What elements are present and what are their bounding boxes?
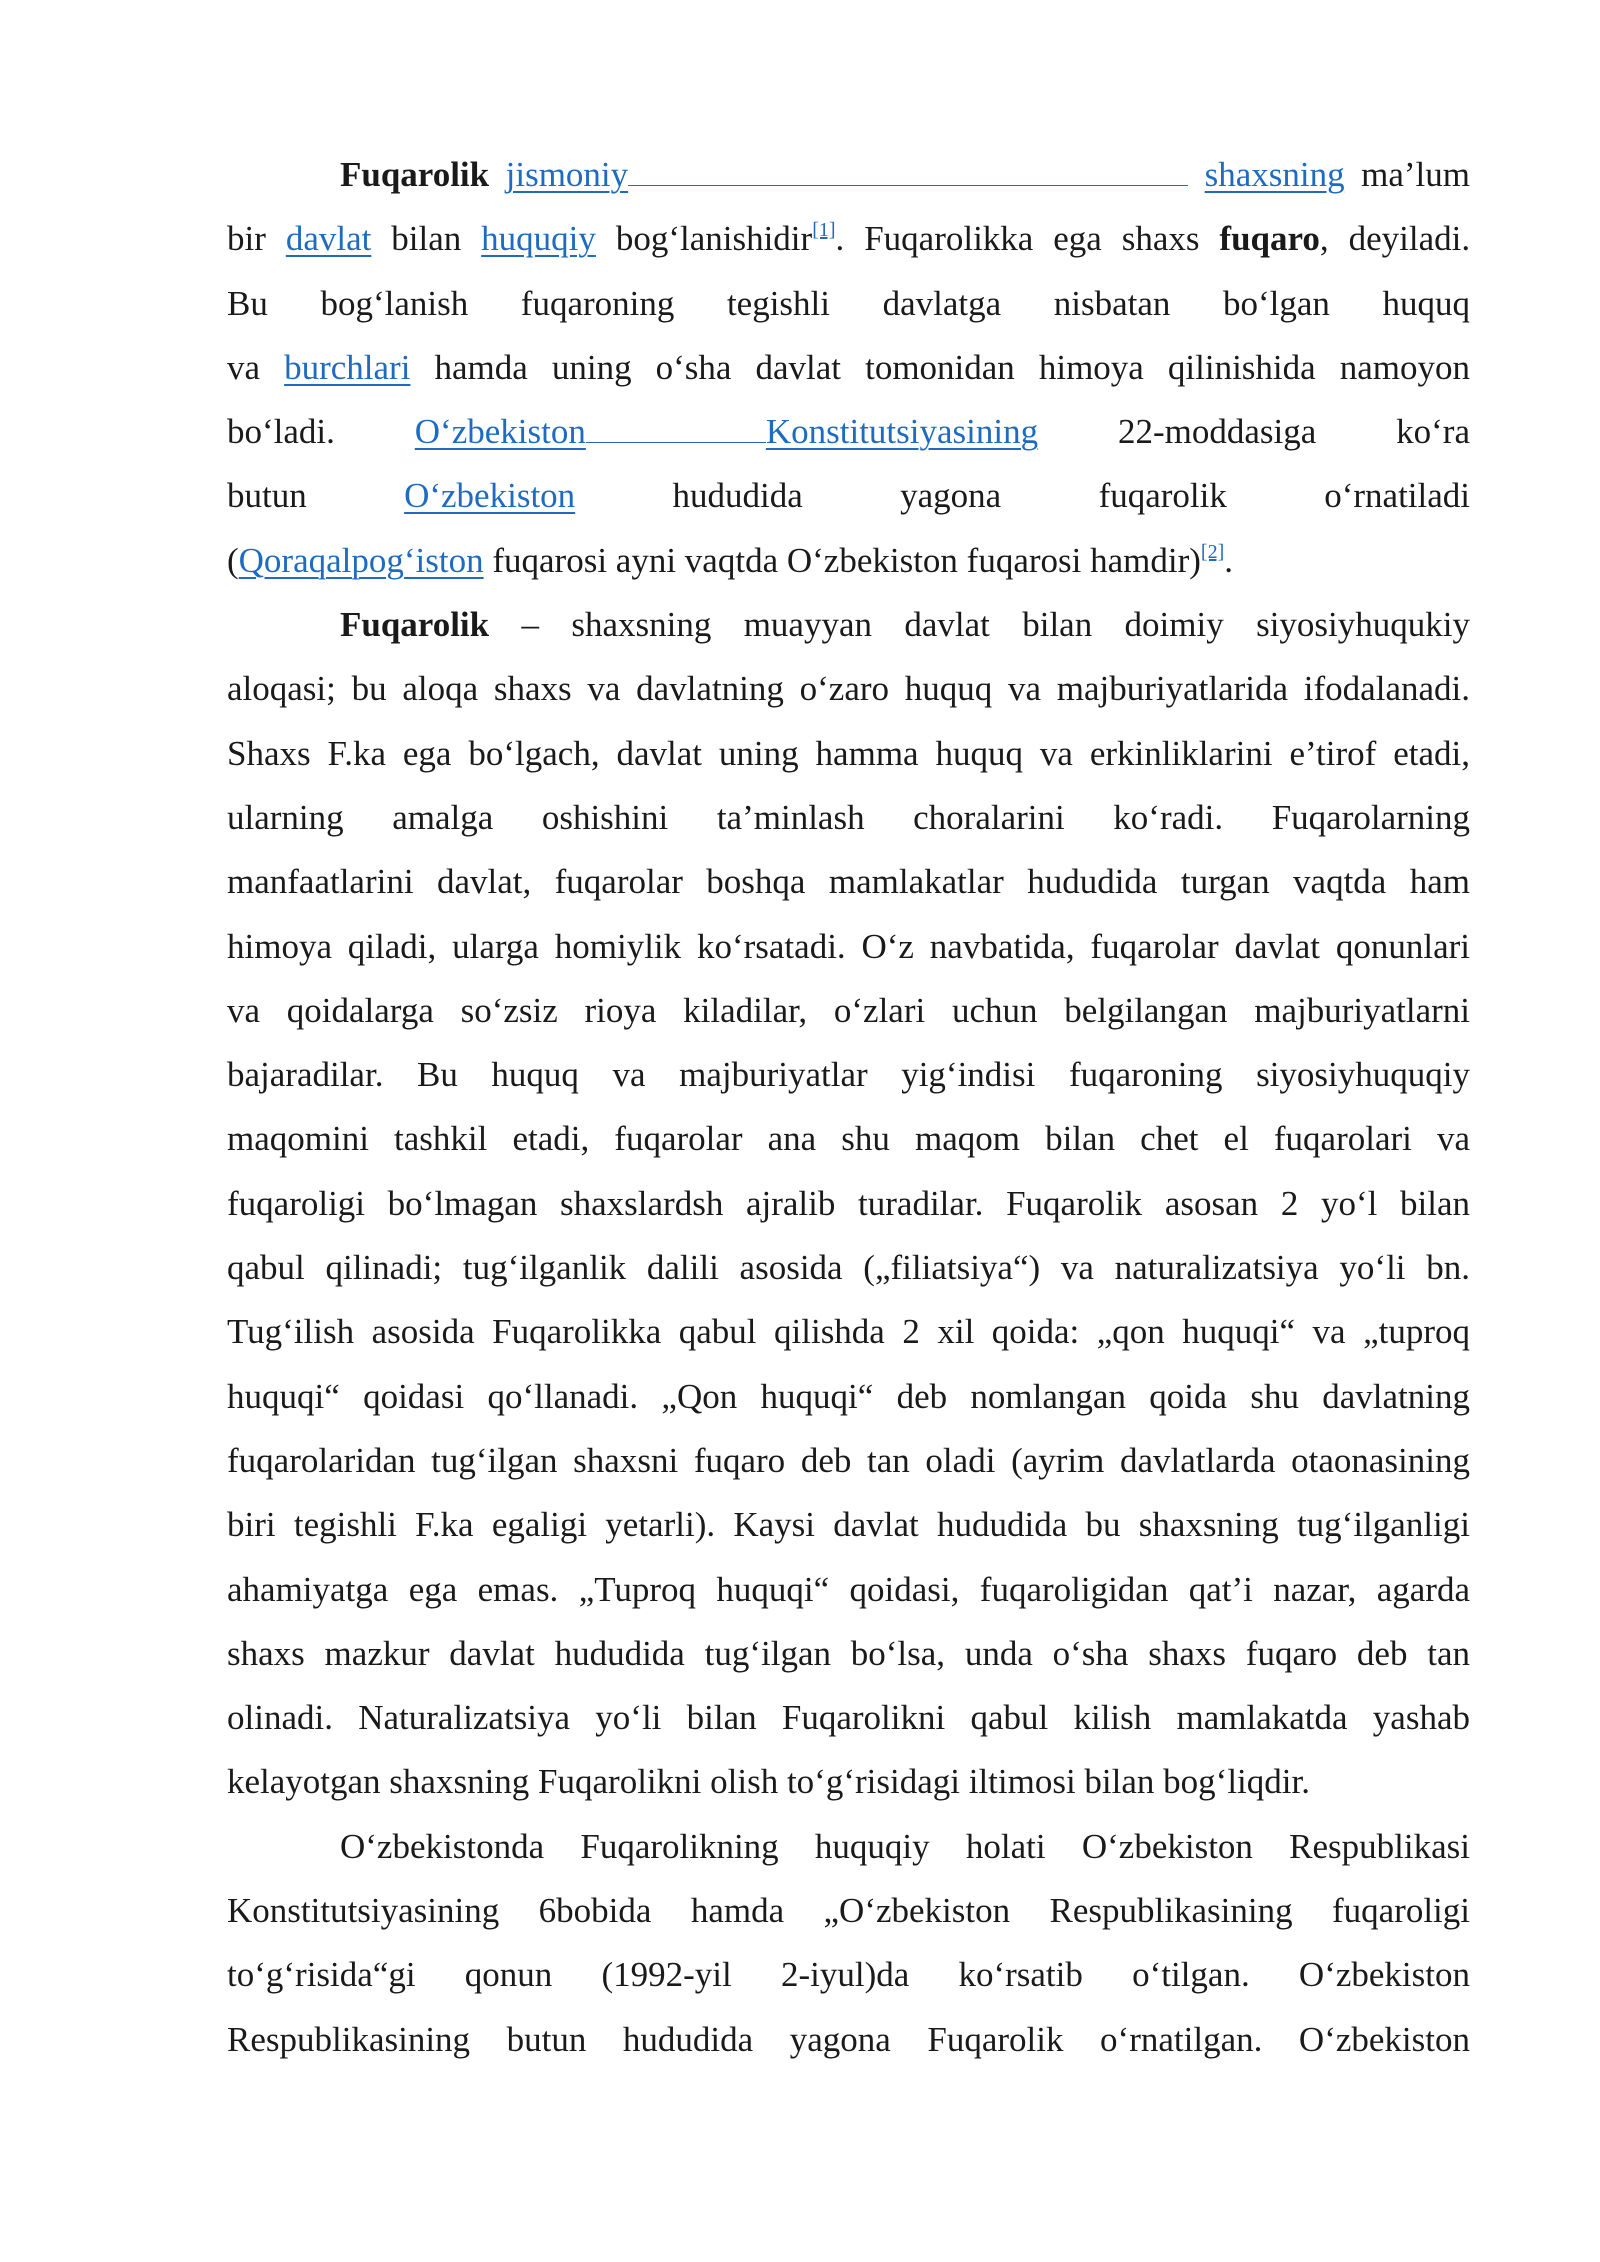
p2-line: biri tegishli F.ka egaligi yetarli). Kaysi davlat hududida bu shaxsning tug‘ilganligi bbox=[227, 1505, 1470, 1545]
p2-line: fuqarolaridan tug‘ilgan shaxsni fuqaro deb tan oladi (ayrim davlatlarda otaonasining bbox=[227, 1440, 1470, 1480]
p1-line-5 bbox=[227, 400, 1470, 464]
text: ko‘ra bbox=[1396, 412, 1470, 452]
text: . bbox=[1224, 540, 1233, 580]
p1-line-6 bbox=[227, 464, 1470, 528]
p1-line-2 bbox=[227, 207, 1470, 271]
term-fuqarolik: Fuqarolik bbox=[340, 155, 490, 194]
text: ( bbox=[227, 540, 239, 580]
text: bog‘lanishidir bbox=[615, 219, 813, 259]
text: . Fuqarolikka ega shaxs bbox=[835, 219, 1200, 259]
p2-line: himoya qiladi, ularga homiylik ko‘rsatadi. O‘z navbatida, fuqarolar davlat qonunlari bbox=[227, 926, 1470, 966]
footnote-link-1[interactable]: [1] bbox=[812, 219, 836, 242]
link-shaxsning[interactable]: shaxsning bbox=[1204, 155, 1345, 194]
text: ma’lum bbox=[1361, 155, 1470, 194]
p2-line-1 bbox=[227, 593, 1470, 657]
paragraph-2 bbox=[227, 593, 1470, 1815]
footnote-link-2[interactable]: [2] bbox=[1200, 540, 1225, 563]
p3-line: to‘g‘risida“gi qonun (1992-yil 2-iyul)da ko‘rsatib o‘tilgan. O‘zbekiston bbox=[227, 1955, 1470, 1995]
p2-line: shaxs mazkur davlat hududida tug‘ilgan bo‘lsa, unda o‘sha shaxs fuqaro deb tan bbox=[227, 1633, 1470, 1673]
link-ozbekiston-konstitutsiyasi[interactable]: O‘zbekiston Konstitutsiyasining bbox=[414, 412, 1039, 452]
text: , deyiladi. bbox=[1319, 219, 1471, 259]
p2-line: Tug‘ilish asosida Fuqarolikka qabul qilishda 2 xil qoida: „qon huquqi“ va „tuproq bbox=[227, 1312, 1470, 1352]
paragraph-1 bbox=[227, 143, 1470, 593]
text: hamda uning o‘sha davlat tomonidan himoya qilinishida namoyon bbox=[434, 347, 1470, 387]
link-davlat[interactable]: davlat bbox=[285, 219, 372, 259]
term-fuqarolik: Fuqarolik bbox=[340, 605, 490, 645]
text: bir bbox=[227, 219, 266, 259]
text: fuqarosi ayni vaqtda O‘zbekiston fuqarosi hamdir) bbox=[492, 540, 1201, 580]
p2-line: manfaatlarini davlat, fuqarolar boshqa mamlakatlar hududida turgan vaqtda ham bbox=[227, 862, 1470, 902]
p2-line: maqomini tashkil etadi, fuqarolar ana shu maqom bilan chet el fuqarolari va bbox=[227, 1119, 1470, 1159]
p2-line: bajaradilar. Bu huquq va majburiyatlar yig‘indisi fuqaroning siyosiyhuquqiy bbox=[227, 1055, 1470, 1095]
p3-line: O‘zbekistonda Fuqarolikning huquqiy holati O‘zbekiston Respublikasi bbox=[340, 1826, 1470, 1866]
p2-line: va qoidalarga so‘zsiz rioya kiladilar, o‘zlari uchun belgilangan majburiyatlarni bbox=[227, 990, 1470, 1030]
p2-line: olinadi. Naturalizatsiya yo‘li bilan Fuqarolikni qabul kilish mamlakatda yashab bbox=[227, 1698, 1470, 1738]
p2-line: fuqaroligi bo‘lmagan shaxslardsh ajralib turadilar. Fuqarolik asosan 2 yo‘l bilan bbox=[227, 1183, 1470, 1223]
footnote-ref-1[interactable] bbox=[812, 219, 835, 241]
text: – shaxsning muayyan davlat bilan doimiy siyosiyhuqukiy bbox=[521, 605, 1470, 645]
p1-line-7 bbox=[227, 529, 1470, 593]
text: bo‘ladi. bbox=[227, 412, 335, 452]
p2-line: ahamiyatga ega emas. „Tuproq huquqi“ qoidasi, fuqaroligidan qat’i nazar, agarda bbox=[227, 1569, 1470, 1609]
p2-line: kelayotgan shaxsning Fuqarolikni olish to‘g‘risidagi iltimosi bilan bog‘liqdir. bbox=[227, 1762, 1310, 1802]
link-jismoniy[interactable]: jismoniy bbox=[506, 155, 1189, 194]
p3-line: Respublikasining butun hududida yagona Fuqarolik o‘rnatilgan. O‘zbekiston bbox=[227, 2019, 1470, 2059]
p3-line: Konstitutsiyasining 6bobida hamda „O‘zbekiston Respublikasining fuqaroligi bbox=[227, 1891, 1470, 1931]
link-qoraqalpogiston[interactable]: Qoraqalpog‘iston bbox=[238, 540, 484, 580]
p2-line: Shaxs F.ka ega bo‘lgach, davlat uning hamma huquq va erkinliklarini e’tirof etadi, bbox=[227, 733, 1470, 773]
text: bilan bbox=[391, 219, 462, 259]
p2-line: aloqasi; bu aloqa shaxs va davlatning o‘zaro huquq va majburiyatlarida ifodalanadi. bbox=[227, 669, 1470, 709]
text: hududida yagona fuqarolik o‘rnatiladi bbox=[672, 476, 1470, 516]
document-page bbox=[227, 143, 1470, 2072]
link-ozbekiston[interactable]: O‘zbekiston bbox=[404, 476, 576, 516]
term-fuqaro: fuqaro bbox=[1219, 219, 1320, 259]
text: va bbox=[227, 347, 261, 387]
p1-line-3: Bu bog‘lanish fuqaroning tegishli davlatga nisbatan bo‘lgan huquq bbox=[227, 283, 1470, 323]
p2-line: ularning amalga oshishini ta’minlash choralarini ko‘radi. Fuqarolarning bbox=[227, 797, 1470, 837]
p2-line: huquqi“ qoidasi qo‘llanadi. „Qon huquqi“ deb nomlangan qoida shu davlatning bbox=[227, 1376, 1470, 1416]
p1-line-4 bbox=[227, 336, 1470, 400]
footnote-ref-2[interactable] bbox=[1201, 541, 1224, 563]
paragraph-3 bbox=[227, 1815, 1470, 2072]
text: 22-moddasiga bbox=[1117, 412, 1317, 452]
p1-line-1 bbox=[227, 143, 1470, 207]
text: butun bbox=[227, 476, 307, 516]
p2-line: qabul qilinadi; tug‘ilganlik dalili asosida („filiatsiya“) va naturalizatsiya yo‘li bn. bbox=[227, 1248, 1470, 1288]
link-huquqiy[interactable]: huquqiy bbox=[481, 219, 596, 259]
link-burchlari[interactable]: burchlari bbox=[284, 347, 411, 387]
